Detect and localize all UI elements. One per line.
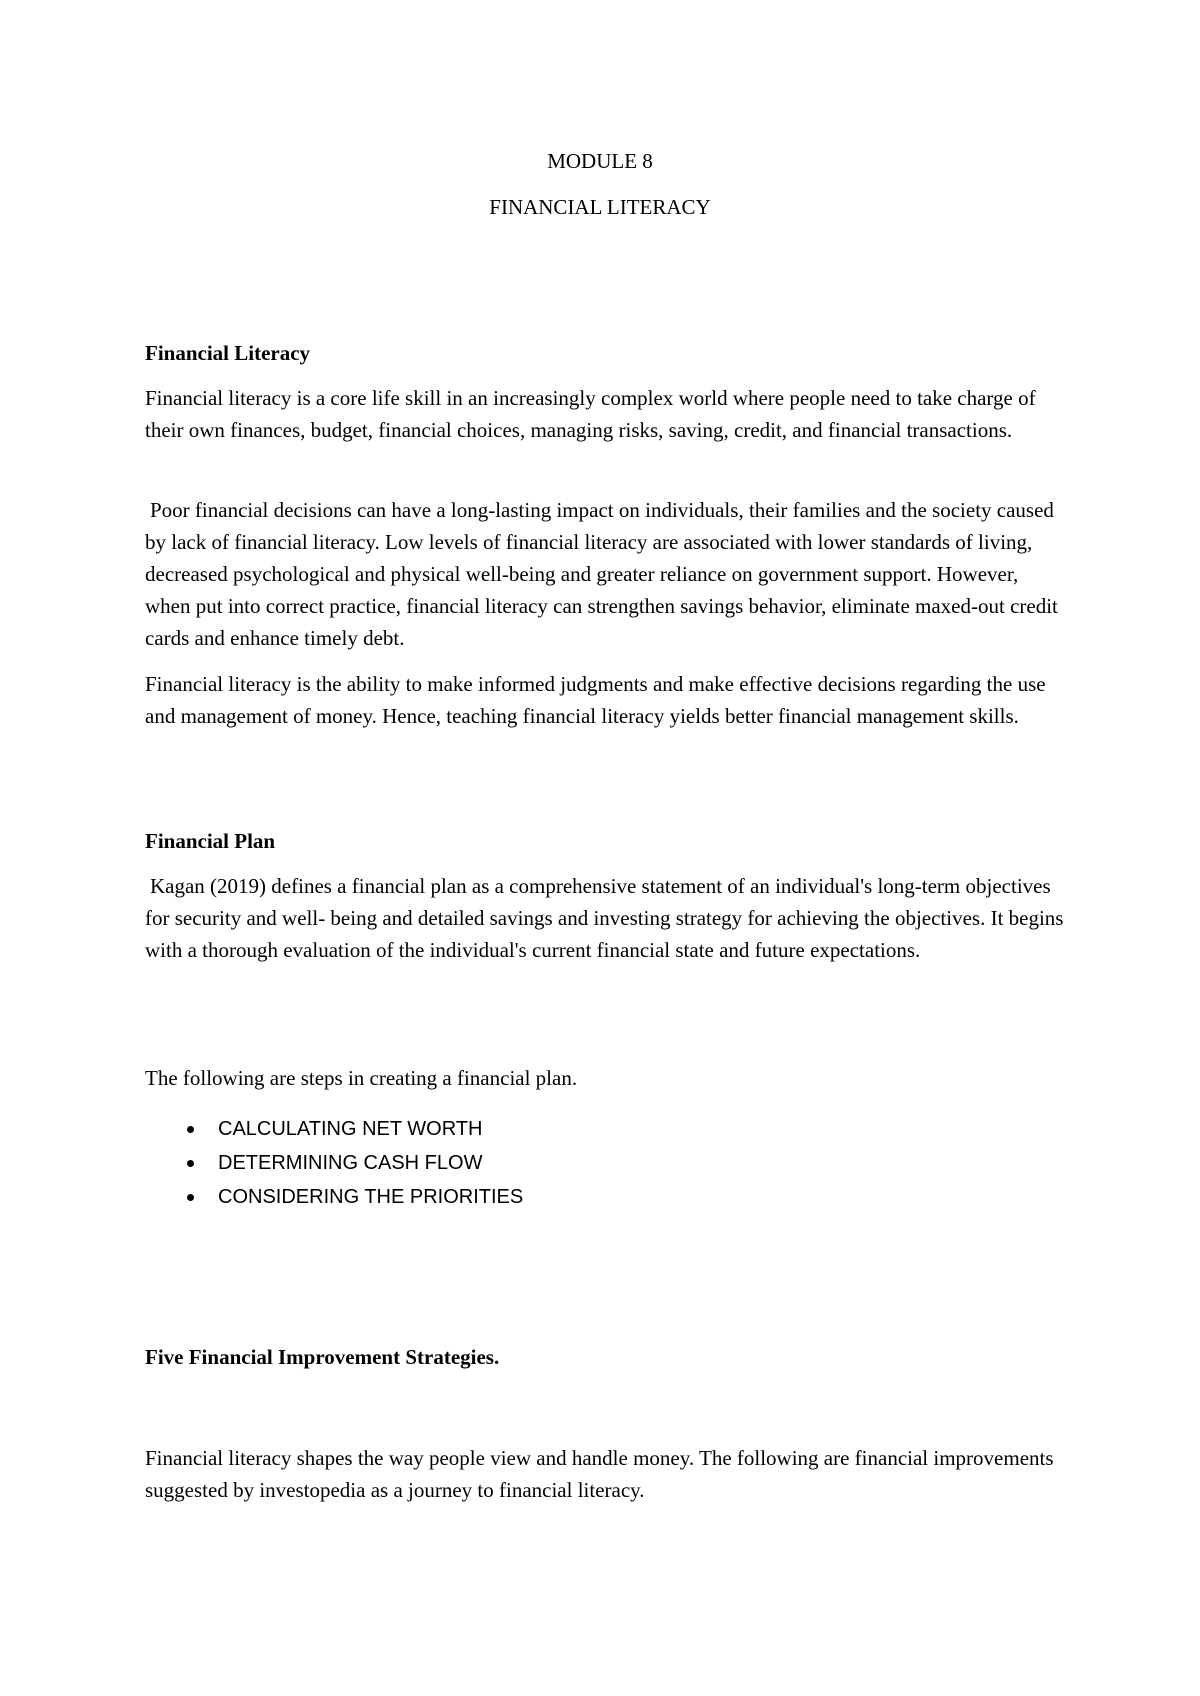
module-title: FINANCIAL LITERACY [489, 195, 711, 219]
bullet-icon [187, 1160, 194, 1167]
list-item [145, 1146, 523, 1180]
section-heading-financial-plan: Financial Plan [145, 829, 276, 853]
paragraph-financial-literacy-definition: Financial literacy is the ability to make informed judgments and make effective decisions regarding the use and management of money. Hence, teaching financial literacy yields better financial management skills. [145, 672, 1046, 728]
financial-plan-steps-list [145, 1112, 523, 1214]
section-heading-improvement-strategies: Five Financial Improvement Strategies. [145, 1345, 500, 1369]
bullet-icon [187, 1194, 194, 1201]
list-item [145, 1112, 523, 1146]
paragraph-poor-financial-decisions: Poor financial decisions can have a long-lasting impact on individuals, their families and the society caused by lack of financial literacy. Low levels of financial literacy are associated with lower standards of living, decreased psychological and physical well-being and greater reliance on government support. However, when put into correct practice, financial literacy can strengthen savings behavior, eliminate maxed-out credit cards and enhance timely debt. [145, 498, 1058, 650]
paragraph-financial-plan-definition: Kagan (2019) defines a financial plan as a comprehensive statement of an individual's long-term objectives for security and well- being and detailed savings and investing strategy for achieving the objectives. It begins with a thorough evaluation of the individual's current financial state and future expectations. [145, 874, 1064, 962]
module-number: MODULE 8 [547, 149, 653, 173]
list-item-text: CONSIDERING THE PRIORITIES [218, 1186, 524, 1208]
bullet-icon [187, 1126, 194, 1133]
list-item-text: CALCULATING NET WORTH [218, 1118, 483, 1140]
paragraph-financial-literacy-intro: Financial literacy is a core life skill in an increasingly complex world where people need to take charge of their own finances, budget, financial choices, managing risks, saving, credit, and financial transactions. [145, 386, 1036, 442]
paragraph-improvement-intro: Financial literacy shapes the way people view and handle money. The following are financial improvements suggested by investopedia as a journey to financial literacy. [145, 1446, 1054, 1502]
list-item [145, 1180, 523, 1214]
list-item-text: DETERMINING CASH FLOW [218, 1152, 483, 1174]
section-heading-financial-literacy: Financial Literacy [145, 341, 311, 365]
paragraph-steps-intro: The following are steps in creating a financial plan. [145, 1066, 578, 1090]
